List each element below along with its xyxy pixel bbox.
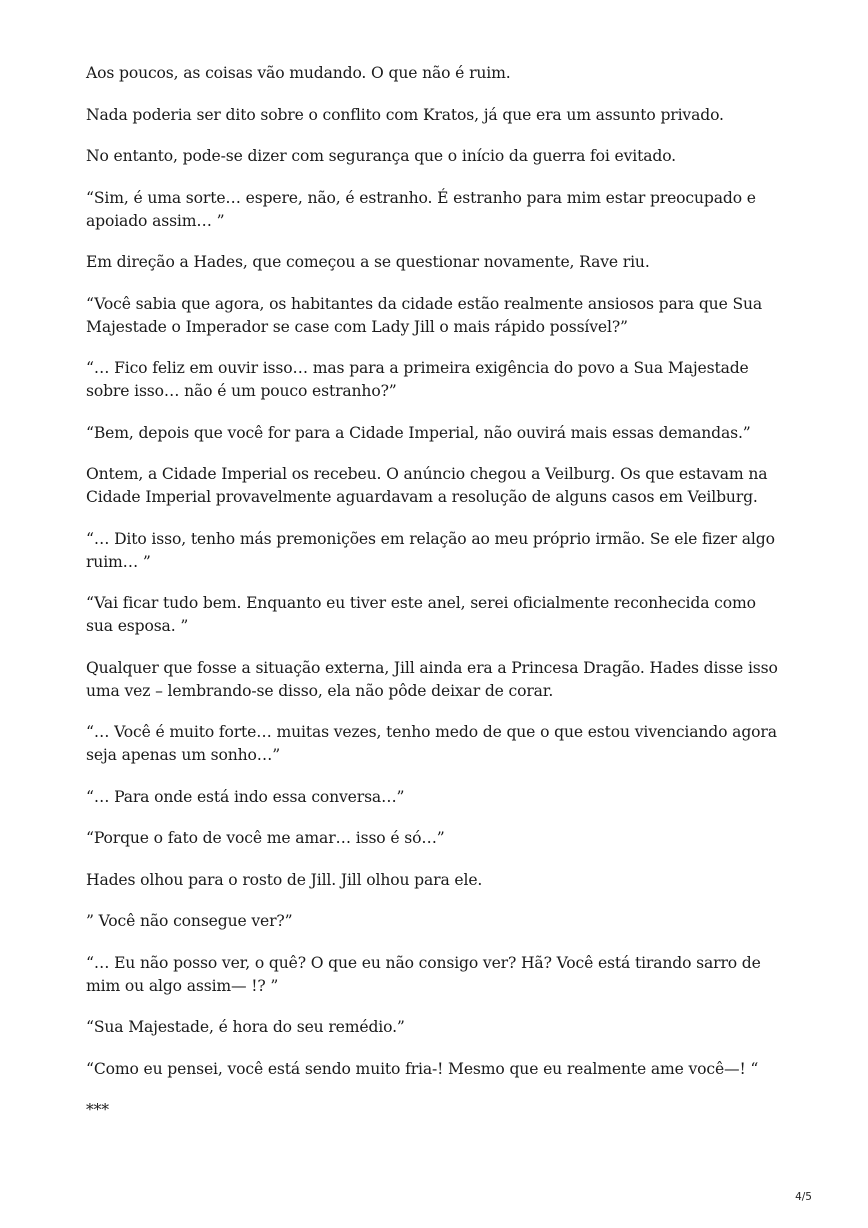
paragraph: Qualquer que fosse a situação externa, Jill ainda era a Princesa Dragão. Hades disse isso uma vez – lembrando-se disso, ela não pôde deixar de corar. [86, 658, 778, 700]
paragraph: “… Para onde está indo essa conversa…” [86, 787, 405, 806]
paragraph: “Você sabia que agora, os habitantes da cidade estão realmente ansiosos para que Sua Majestade o Imperador se case com Lady Jill o mais rápido possível?” [86, 294, 763, 336]
paragraph: “… Eu não posso ver, o quê? O que eu não consigo ver? Hã? Você está tirando sarro de mim ou algo assim— !? ” [86, 953, 761, 995]
paragraph: ” Você não consegue ver?” [86, 912, 293, 930]
paragraph: “Porque o fato de você me amar… isso é só…” [86, 829, 445, 847]
paragraph: No entanto, pode-se dizer com segurança que o início da guerra foi evitado. [86, 147, 676, 165]
paragraph: Em direção a Hades, que começou a se questionar novamente, Rave riu. [86, 253, 650, 271]
paragraph: “Vai ficar tudo bem. Enquanto eu tiver este anel, serei oficialmente reconhecida como sua esposa. ” [86, 594, 756, 635]
section-break: *** [86, 1101, 109, 1119]
paragraph: Nada poderia ser dito sobre o conflito com Kratos, já que era um assunto privado. [86, 105, 724, 124]
page-number: 4/5 [795, 1191, 812, 1203]
paragraph: “… Fico feliz em ouvir isso… mas para a primeira exigência do povo a Sua Majestade sobre isso… não é um pouco estranho?” [86, 359, 749, 400]
paragraph: “Sim, é uma sorte… espere, não, é estranho. É estranho para mim estar preocupado e apoiado assim… ” [86, 188, 756, 230]
paragraph: “Como eu pensei, você está sendo muito fria-! Mesmo que eu realmente ame você—! “ [86, 1059, 759, 1078]
paragraph: “… Dito isso, tenho más premonições em relação ao meu próprio irmão. Se ele fizer algo ruim… ” [86, 529, 775, 571]
document-body [86, 62, 786, 1141]
paragraph: Hades olhou para o rosto de Jill. Jill olhou para ele. [86, 870, 483, 889]
paragraph: Aos poucos, as coisas vão mudando. O que não é ruim. [86, 64, 511, 82]
paragraph: “Sua Majestade, é hora do seu remédio.” [86, 1018, 405, 1036]
paragraph: “Bem, depois que você for para a Cidade Imperial, não ouvirá mais essas demandas.” [86, 423, 751, 442]
paragraph: Ontem, a Cidade Imperial os recebeu. O anúncio chegou a Veilburg. Os que estavam na Cidade Imperial provavelmente aguardavam a resolução de alguns casos em Veilburg. [86, 465, 768, 506]
paragraph: “… Você é muito forte… muitas vezes, tenho medo de que o que estou vivenciando agora seja apenas um sonho…” [86, 723, 777, 764]
